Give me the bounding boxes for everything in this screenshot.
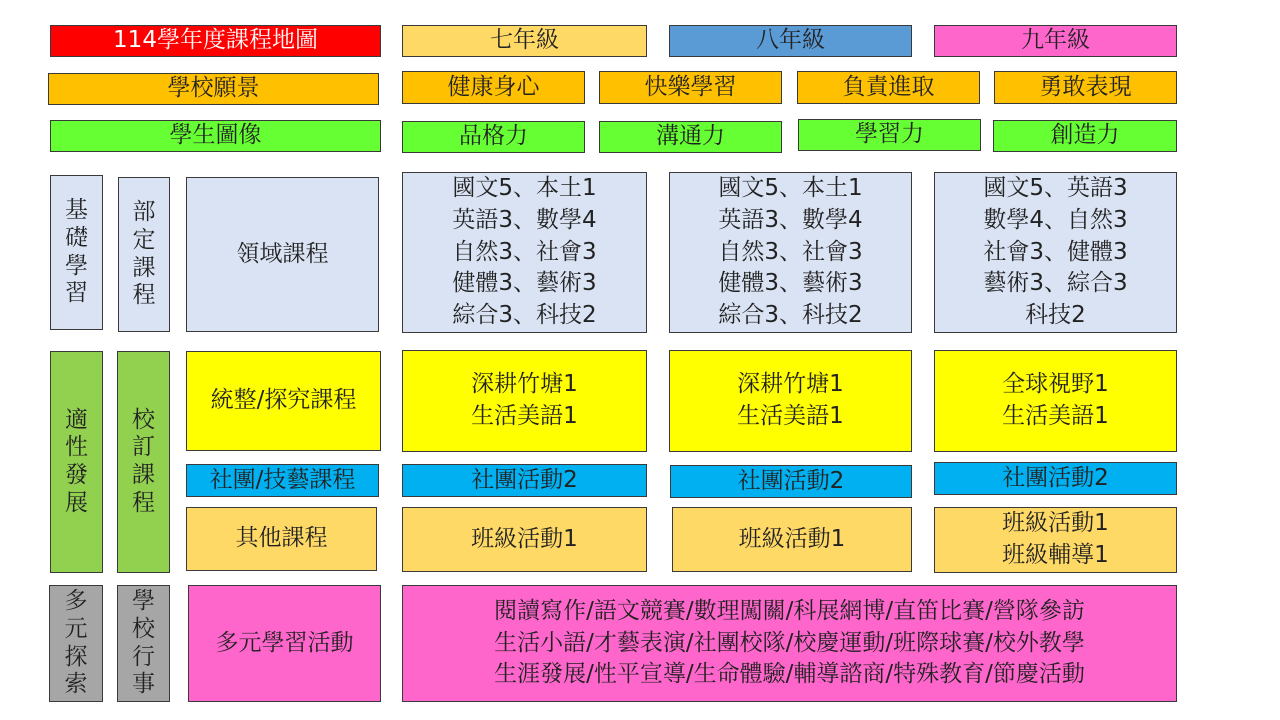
grade-9-integrated: 全球視野1 生活美語1 (934, 350, 1177, 452)
school-events-type: 學 校 行 事 (117, 585, 170, 702)
vision-item: 快樂學習 (599, 71, 782, 104)
school-vision-label: 學校願景 (48, 73, 379, 105)
grade-9-club: 社團活動2 (934, 462, 1177, 495)
integrated-course-label: 統整/探究課程 (186, 351, 381, 451)
foundation-category: 基 礎 學 習 (50, 175, 103, 330)
explore-category: 多 元 探 索 (49, 585, 103, 702)
grade-8-domain-courses: 國文5、本土1 英語3、數學4 自然3、社會3 健體3、藝術3 綜合3、科技2 (669, 172, 912, 333)
student-image-item: 品格力 (402, 121, 585, 153)
grade-7-club: 社團活動2 (402, 464, 647, 497)
adaptive-category: 適 性 發 展 (50, 351, 103, 573)
grade-8-header: 八年級 (669, 25, 912, 57)
grade-7-header: 七年級 (402, 25, 647, 57)
student-image-item: 溝通力 (599, 121, 782, 153)
student-image-label: 學生圖像 (50, 120, 381, 152)
vision-item: 勇敢表現 (994, 71, 1177, 104)
vision-item: 負責進取 (797, 71, 980, 104)
student-image-item: 創造力 (993, 120, 1177, 152)
grade-9-domain-courses: 國文5、英語3 數學4、自然3 社會3、健體3 藝術3、綜合3 科技2 (934, 172, 1177, 333)
grade-9-other: 班級活動1 班級輔導1 (934, 507, 1177, 573)
grade-8-integrated: 深耕竹塘1 生活美語1 (669, 350, 912, 452)
grade-8-club: 社團活動2 (670, 465, 912, 498)
grade-7-domain-courses: 國文5、本土1 英語3、數學4 自然3、社會3 健體3、藝術3 綜合3、科技2 (402, 172, 647, 333)
grade-9-header: 九年級 (934, 25, 1177, 57)
vision-item: 健康身心 (402, 71, 585, 104)
grade-7-other: 班級活動1 (402, 507, 647, 572)
grade-7-integrated: 深耕竹塘1 生活美語1 (402, 350, 647, 452)
domain-courses-label: 領域課程 (186, 177, 379, 332)
other-course-label: 其他課程 (186, 507, 377, 571)
club-course-label: 社團/技藝課程 (186, 464, 379, 497)
diverse-learning-label: 多元學習活動 (188, 585, 381, 702)
grade-8-other: 班級活動1 (672, 507, 912, 572)
page-title: 114學年度課程地圖 (50, 25, 381, 57)
student-image-item: 學習力 (798, 119, 981, 151)
school-curriculum-type: 校 訂 課 程 (117, 351, 170, 573)
national-curriculum-type: 部 定 課 程 (118, 177, 170, 332)
activities-list: 閱讀寫作/語文競賽/數理闖關/科展網博/直笛比賽/營隊參訪 生活小語/才藝表演/社團校隊/校慶運動/班際球賽/校外教學 生涯發展/性平宣導/生命體驗/輔導諮商/特殊教育/節慶活動 (402, 585, 1177, 702)
